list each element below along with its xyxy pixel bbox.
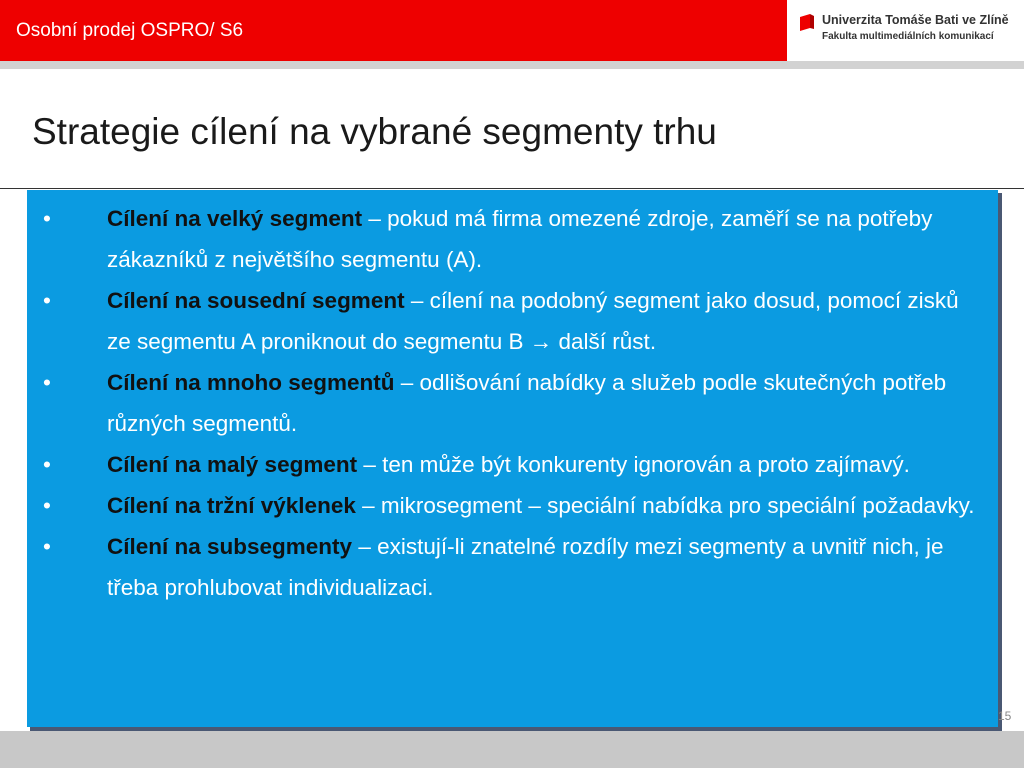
bullet-term: Cílení na malý segment — [107, 452, 358, 477]
content-box — [27, 190, 998, 727]
bullet-item — [27, 526, 998, 608]
course-title: Osobní prodej OSPRO/ S6 — [16, 20, 244, 41]
bullet-item — [27, 485, 998, 526]
university-logo-icon — [800, 14, 814, 31]
bullet-symbol: • — [43, 206, 51, 231]
bullet-symbol: • — [43, 452, 51, 477]
bullet-text: – mikrosegment – speciální nabídka pro speciální požadavky. — [355, 493, 975, 518]
bullet-item — [27, 362, 998, 444]
footer-band — [0, 731, 1024, 768]
bullet-item — [27, 444, 998, 485]
faculty-name: Fakulta multimediálních komunikací — [822, 31, 994, 42]
bullet-symbol: • — [43, 370, 51, 395]
university-name: Univerzita Tomáše Bati ve Zlíně — [822, 13, 1009, 27]
bullet-text: – odlišování nabídky a služeb podle skutečných potřeb různých segmentů. — [107, 370, 947, 436]
bullet-term: Cílení na sousední segment — [107, 288, 405, 313]
bullet-text: – pokud má firma omezené zdroje, zaměří se na potřeby zákazníků z největšího segmentu (A). — [107, 206, 933, 272]
slide-title: Strategie cílení na vybrané segmenty trhu — [32, 111, 717, 152]
university-logo — [800, 12, 1022, 48]
bullet-text: – ten může být konkurenty ignorován a proto zajímavý. — [357, 452, 910, 477]
bullet-list — [27, 198, 998, 608]
bullet-term: Cílení na velký segment — [107, 206, 363, 231]
bullet-item — [27, 280, 998, 362]
header-bar — [0, 0, 787, 61]
bullet-text: – cílení na podobný segment jako dosud, pomocí zisků ze segmentu A proniknout do segmentu B → další růst. — [107, 288, 959, 354]
header-divider — [0, 61, 1024, 69]
page-number: 15 — [998, 709, 1012, 723]
bullet-text: – existují-li znatelné rozdíly mezi segmenty a uvnitř nich, je třeba prohlubovat individualizaci. — [107, 534, 944, 600]
bullet-item — [27, 198, 998, 280]
bullet-term: Cílení na mnoho segmentů — [107, 370, 395, 395]
bullet-symbol: • — [43, 288, 51, 313]
bullet-term: Cílení na tržní výklenek — [107, 493, 356, 518]
bullet-term: Cílení na subsegmenty — [107, 534, 353, 559]
bullet-symbol: • — [43, 534, 51, 559]
bullet-symbol: • — [43, 493, 51, 518]
title-divider — [0, 188, 1024, 189]
